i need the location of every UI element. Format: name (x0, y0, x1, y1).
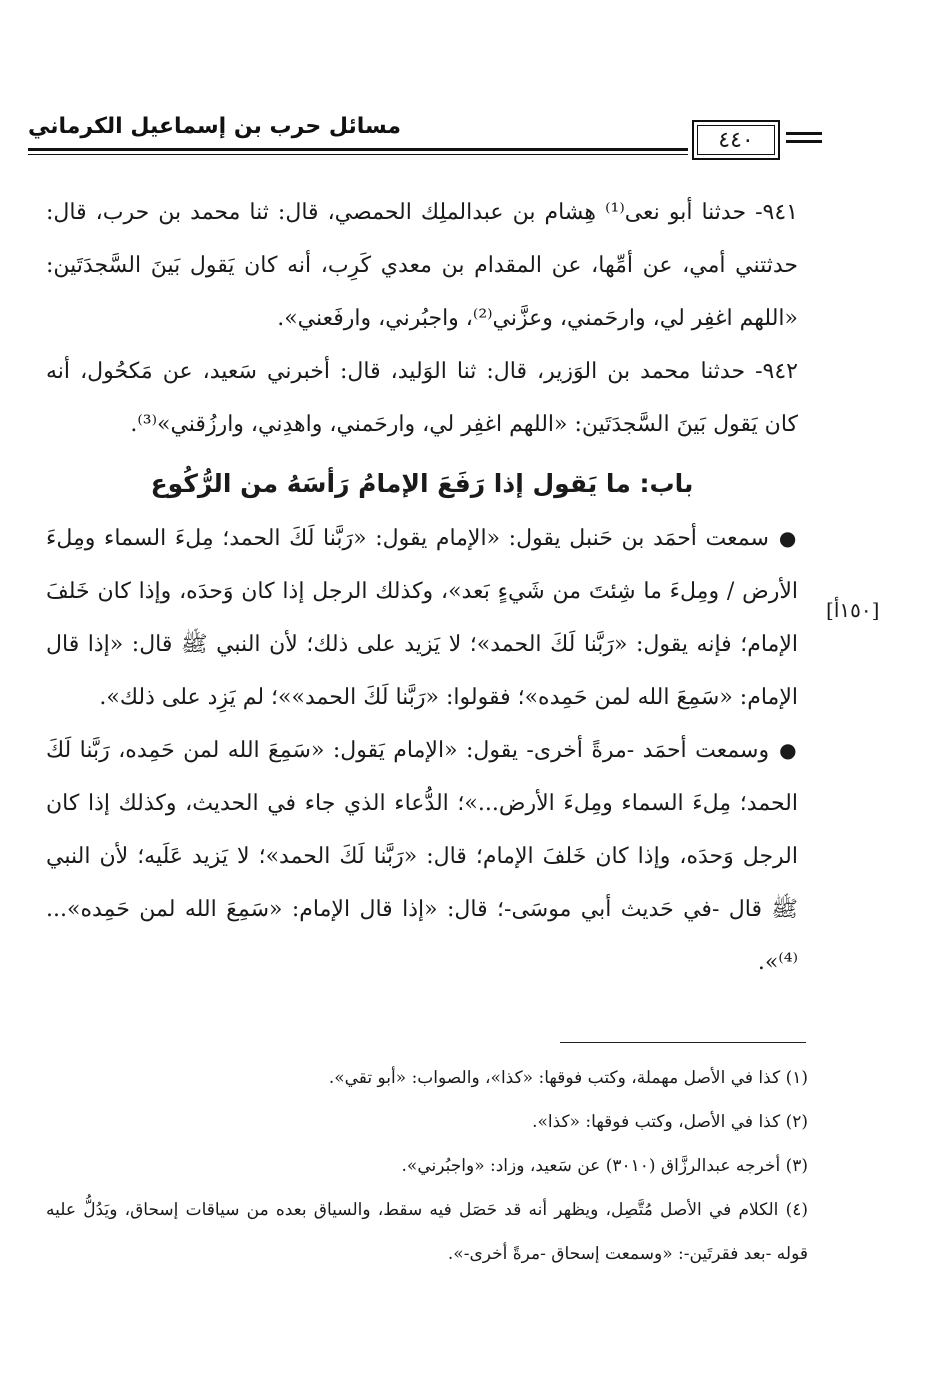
hadith-941: ٩٤١- حدثنا أبو نعى⁽¹⁾ هِشام بن عبدالملِك الحمصي، قال: ثنا محمد بن حرب، قال: حدثتني أمي، عن أمِّها، عن المقدام بن معدي كَرِب، أنه كان يَقول بَينَ السَّجدَتَين: «اللهم اغفِر لي، وارحَمني، وعزَّني⁽²⁾، واجبُرني، وارفَعني». (46, 200, 798, 331)
paragraph-ahmad (46, 512, 798, 724)
paragraph-ahmad-again-text: وسمعت أحمَد -مرةً أخرى- يقول: «الإمام يَقول: «سَمِعَ الله لمن حَمِده، رَبَّنا لَكَ الحمد؛ مِلءَ السماء ومِلءَ الأرض...»؛ الدُّعاء الذي جاء في الحديث، وكذلك إذا كان الرجل وَحدَه، وإذا كان خَلفَ الإمام؛ قال: «رَبَّنا لَكَ الحمد»؛ لا يَزيد عَلَيه؛ لأن النبي ﷺ قال -في حَديث أبي موسَى-؛ قال: «إذا قال الإمام: «سَمِعَ الله لمن حَمِده»...⁽⁴⁾». (46, 738, 798, 975)
page-number-box (692, 120, 780, 160)
footnote-2: (٢) كذا في الأصل، وكتب فوقها: «كذا». (532, 1112, 808, 1132)
page-header (28, 108, 840, 168)
book-title: مسائل حرب بن إسماعيل الكرماني (28, 114, 402, 139)
bullet-icon: ● (779, 738, 798, 762)
hadith-942: ٩٤٢- حدثنا محمد بن الوَزير، قال: ثنا الوَليد، قال: أخبرني سَعيد، عن مَكحُول، أنه كان يَقول بَينَ السَّجدَتَين: «اللهم اغفِر لي، وارحَمني، واهدِني، وارزُقني»⁽³⁾. (46, 359, 798, 437)
header-dash-top (786, 132, 822, 135)
chapter-heading: باب: ما يَقول إذا رَفَعَ الإمامُ رَأسَهُ من الرُّكُوع (150, 469, 694, 498)
manuscript-folio-marker: [١٥٠أ] (826, 598, 880, 622)
paragraph-ahmad-text: سمعت أحمَد بن حَنبل يقول: «الإمام يقول: «رَبَّنا لَكَ الحمد؛ مِلءَ السماء ومِلءَ الأرض / ومِلءَ ما شِئتَ من شَيءٍ بَعد»، وكذلك الرجل إذا كان وَحدَه، وإذا كان خَلفَ الإمام؛ فإنه يقول: «رَبَّنا لَكَ الحمد»؛ لا يَزيد على ذلك؛ لأن النبي ﷺ قال: «إذا قال الإمام: «سَمِعَ الله لمن حَمِده»؛ فقولوا: «رَبَّنا لَكَ الحمد»»؛ لم يَزِد على ذلك». (46, 526, 798, 710)
footnote-1: (١) كذا في الأصل مهملة، وكتب فوقها: «كذا»، والصواب: «أبو تقي». (328, 1068, 808, 1088)
header-rule (28, 148, 688, 151)
main-text (46, 186, 798, 989)
footnote-4: (٤) الكلام في الأصل مُتَّصِل، ويظهر أنه قد حَصَل فيه سقط، والسياق بعده من سياقات إسحاق، ويَدُلُّ عليه قوله -بعد فقرتَين-: «وسمعت إسحاق -مرةً أخرى-». (46, 1200, 808, 1264)
bullet-icon: ● (778, 526, 798, 550)
footnotes (46, 1056, 808, 1276)
paragraph-ahmad-again (46, 724, 798, 989)
footnote-3: (٣) أخرجه عبدالرزَّاق (٣٠١٠) عن سَعيد، وزاد: «واجبُرني». (401, 1156, 808, 1176)
footnote-separator (560, 1042, 806, 1043)
page-number: ٤٤٠ (718, 127, 754, 153)
header-rule-thin (28, 154, 688, 155)
header-dash-bottom (786, 140, 822, 143)
